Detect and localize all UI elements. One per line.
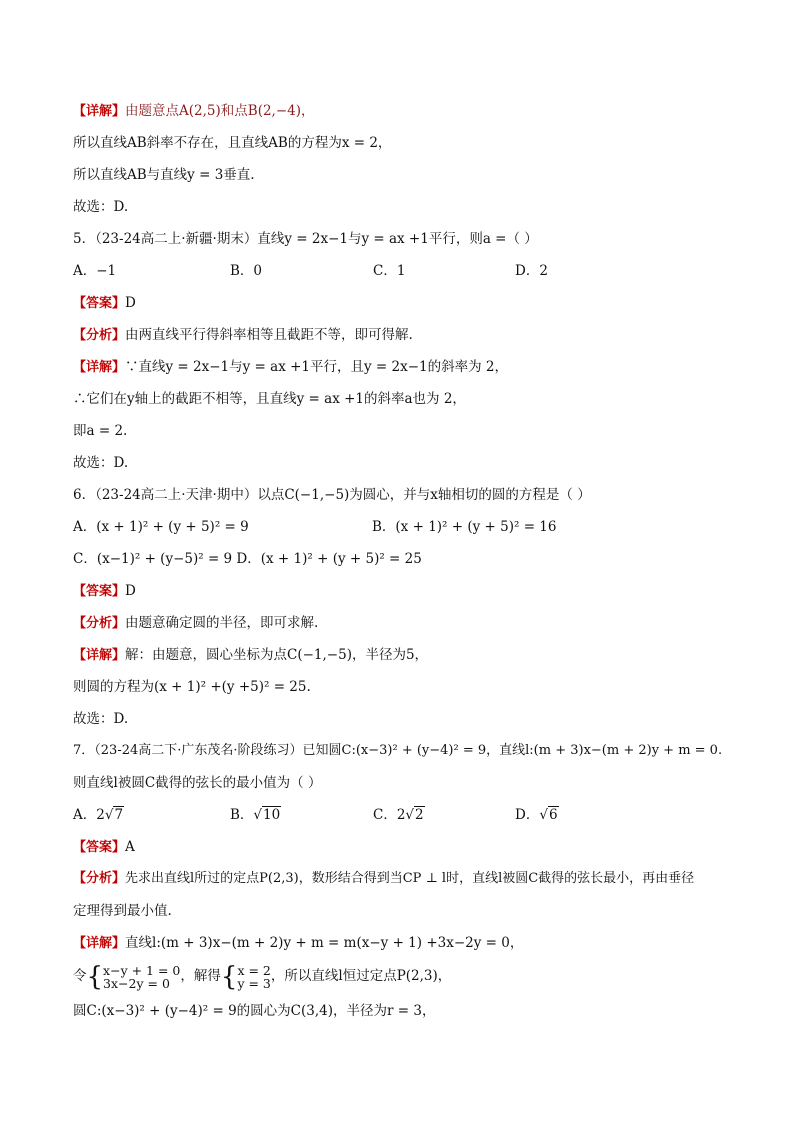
q7-option-a-radicand: 7 — [114, 807, 124, 823]
analysis-tag: 【分析】 — [73, 616, 126, 631]
q6-option-b: B．(x + 1)² + (y + 5)² = 16 — [372, 519, 557, 535]
analysis-text: 由题意确定圆的半径，即可求解. — [125, 615, 319, 631]
q5-detail-3: 即a = 2. — [73, 423, 128, 439]
answer-value: D — [125, 583, 136, 599]
q5-answer — [73, 294, 136, 313]
sqrt-symbol: √7 — [104, 807, 124, 823]
detail-line-4: 故选：D. — [73, 199, 129, 215]
q5-analysis — [73, 326, 413, 345]
left-brace-icon: { — [220, 961, 238, 992]
q7-option-c-prefix: C．2 — [373, 807, 406, 823]
q6-detail-2: 则圆的方程为(x + 1)² +(y +5)² = 25. — [73, 679, 311, 695]
q5-detail-2: ∴它们在y轴上的截距不相等，且直线y = ax +1的斜率a也为 2， — [73, 391, 466, 407]
detail-tag: 【详解】 — [73, 360, 126, 375]
answer-tag: 【答案】 — [73, 296, 126, 311]
q5-option-a: A．−1 — [73, 263, 117, 279]
q7-analysis-1 — [73, 870, 694, 888]
q7-option-a-prefix: A．2 — [73, 807, 105, 823]
analysis-tag: 【分析】 — [73, 871, 126, 886]
answer-tag: 【答案】 — [73, 584, 126, 599]
answer-tag: 【答案】 — [73, 840, 126, 855]
question-5-stem: 5．（23-24高二上·新疆·期末）直线y = 2x−1与y = ax +1平行，则a =（ ） — [73, 231, 538, 247]
equation-system-2 — [220, 961, 271, 992]
q7-option-c — [373, 806, 425, 824]
q6-detail-1 — [73, 646, 428, 665]
detail-prefix: 令 — [73, 968, 87, 984]
q7-option-a — [73, 806, 124, 824]
q7-option-d — [515, 806, 559, 824]
q6-answer — [73, 582, 136, 601]
q5-detail-4: 故选：D. — [73, 455, 129, 471]
detail-text: 由题意点A(2,5)和点B(2,−4)， — [125, 103, 315, 119]
q5-detail-1 — [73, 358, 508, 377]
q7-detail-2 — [73, 962, 451, 990]
q7-option-c-radicand: 2 — [415, 807, 424, 823]
analysis-text: 由两直线平行得斜率相等且截距不等，即可得解. — [125, 327, 413, 343]
q7-option-b — [230, 806, 281, 824]
q7-option-b-prefix: B． — [230, 807, 254, 823]
q6-analysis — [73, 614, 318, 633]
detail-mid: ，解得 — [180, 968, 221, 984]
detail-tag: 【详解】 — [73, 104, 126, 119]
detail-line-3: 所以直线AB与直线y = 3垂直. — [73, 167, 255, 183]
detail-text: 解：由题意，圆心坐标为点C(−1,−5)，半径为5， — [125, 647, 429, 663]
q6-detail-3: 故选：D. — [73, 711, 129, 727]
sqrt-symbol: √6 — [539, 807, 558, 823]
q7-option-d-radicand: 6 — [548, 807, 558, 823]
q7-option-d-prefix: D． — [515, 807, 540, 823]
question-7-stem-1: 7．（23-24高二下·广东茂名·阶段练习）已知圆C:(x−3)² + (y−4)² = 9，直线l:(m + 3)x−(m + 2)y + m = 0. — [73, 743, 723, 758]
question-6-stem: 6．（23-24高二上·天津·期中）以点C(−1,−5)为圆心，并与x轴相切的圆的方程是（ ） — [73, 487, 591, 503]
sqrt-symbol: √10 — [253, 807, 281, 823]
detail-line-1 — [73, 102, 315, 121]
analysis-tag: 【分析】 — [73, 328, 126, 343]
q7-answer — [73, 838, 135, 857]
analysis-text: 先求出直线l所过的定点P(2,3)，数形结合得到当CP ⊥ l时，直线l被圆C截得的弦长最小，再由垂径 — [125, 871, 695, 886]
system-row: x−y + 1 = 0 — [103, 962, 181, 978]
system-row: x = 2 — [237, 962, 271, 978]
sqrt-symbol: √2 — [405, 807, 424, 823]
system-row: y = 3 — [237, 975, 271, 991]
q5-option-d: D．2 — [515, 263, 548, 279]
question-7-stem-2: 则直线l被圆C截得的弦长的最小值为（ ） — [73, 775, 322, 791]
detail-tag: 【详解】 — [73, 936, 126, 951]
equation-system-1 — [86, 961, 181, 992]
left-brace-icon: { — [86, 961, 104, 992]
q7-detail-3: 圆C:(x−3)² + (y−4)² = 9的圆心为C(3,4)，半径为r = 3， — [73, 1003, 436, 1019]
answer-value: D — [125, 295, 136, 311]
answer-value: A — [125, 839, 135, 855]
q7-analysis-2: 定理得到最小值. — [73, 903, 172, 919]
detail-post: ，所以直线l恒过定点P(2,3)， — [270, 968, 452, 984]
q7-option-b-radicand: 10 — [263, 807, 281, 823]
q6-option-a: A．(x + 1)² + (y + 5)² = 9 — [73, 519, 249, 535]
q7-detail-1 — [73, 934, 523, 953]
q6-option-cd: C．(x−1)² + (y−5)² = 9 D．(x + 1)² + (y + 5)² = 25 — [73, 551, 422, 567]
detail-tag: 【详解】 — [73, 648, 126, 663]
detail-text: 直线l:(m + 3)x−(m + 2)y + m = m(x−y + 1) +3x−2y = 0， — [125, 935, 524, 951]
q5-option-b: B．0 — [230, 263, 263, 279]
detail-line-2: 所以直线AB斜率不存在，且直线AB的方程为x = 2， — [73, 135, 392, 151]
q5-option-c: C．1 — [373, 263, 406, 279]
system-row: 3x−2y = 0 — [103, 975, 170, 991]
detail-text: ∵直线y = 2x−1与y = ax +1平行，且y = 2x−1的斜率为 2， — [125, 359, 509, 375]
